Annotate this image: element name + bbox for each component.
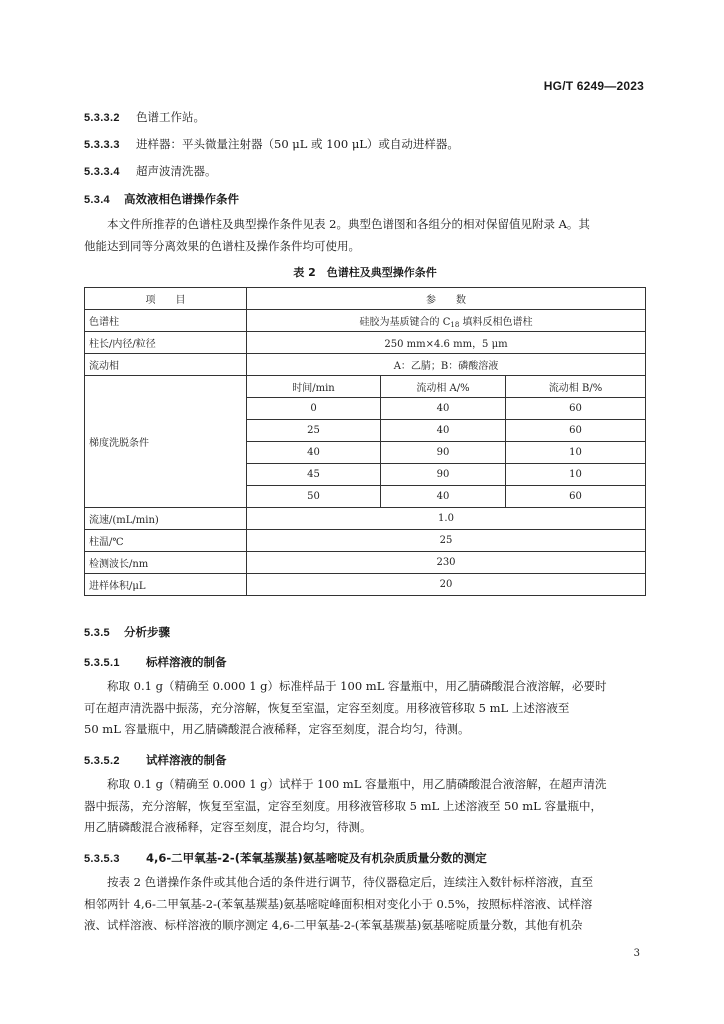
- section-title: 分析步骤: [124, 625, 170, 639]
- clause-5-3-3-4: [84, 163, 217, 179]
- row-value: 硅胶为基质键合的 $C_{18}$ 填料反相色谱柱: [247, 310, 646, 332]
- row-value: 1.0: [247, 508, 646, 530]
- page-number: 3: [633, 948, 640, 959]
- gradient-header: 时间/min: [247, 376, 381, 398]
- row-value: 230: [247, 552, 646, 574]
- section-heading-5-3-4: [84, 191, 239, 207]
- table-row: [85, 574, 646, 596]
- paragraph-line: 50 mL 容量瓶中，用乙腈磷酸混合液稀释，定容至刻度，混合均匀，待测。: [84, 722, 470, 736]
- section-number: 5.3.5.3: [84, 853, 120, 865]
- paragraph-line: 可在超声清洗器中振荡，充分溶解，恢复至室温，定容至刻度。用移液管移取 5 mL 上述溶液至: [84, 700, 570, 715]
- section-title: 试样溶液的制备: [146, 753, 227, 767]
- paragraph-line: 按表 2 色谱操作条件或其他合适的条件进行调节，待仪器稳定后，连续注入数针标样溶液，直至: [107, 875, 594, 889]
- section-heading-5-3-5-1: [84, 654, 227, 670]
- gradient-cell: 90: [381, 464, 506, 486]
- gradient-header-row: [85, 376, 646, 398]
- gradient-cell: 60: [506, 486, 646, 508]
- gradient-cell: 45: [247, 464, 381, 486]
- table-row: [85, 310, 646, 332]
- gradient-cell: 40: [247, 442, 381, 464]
- clause-5-3-3-2: [84, 109, 205, 125]
- row-value: 25: [247, 530, 646, 552]
- gradient-cell: 10: [506, 442, 646, 464]
- gradient-cell: 40: [381, 398, 506, 420]
- table-row: [85, 552, 646, 574]
- table-row: [85, 508, 646, 530]
- row-label: 柱长/内径/粒径: [85, 332, 247, 354]
- row-label: 进样体积/μL: [85, 574, 247, 596]
- paragraph-line: 用乙腈磷酸混合液稀释，定容至刻度，混合均匀，待测。: [84, 820, 372, 834]
- clause-number: 5.3.3.4: [84, 166, 120, 178]
- section-number: 5.3.5.1: [84, 657, 120, 669]
- gradient-cell: 50: [247, 486, 381, 508]
- gradient-cell: 10: [506, 464, 646, 486]
- table-caption: 表 2 色谱柱及典型操作条件: [293, 266, 437, 279]
- section-heading-5-3-5-3: [84, 850, 487, 866]
- paragraph-5-3-5-3: [84, 872, 644, 937]
- row-label: 流动相: [85, 354, 247, 376]
- clause-number: 5.3.3.3: [84, 139, 120, 151]
- gradient-cell: 40: [381, 486, 506, 508]
- clause-text: 色谱工作站。: [136, 110, 205, 124]
- gradient-header: 流动相 B/%: [506, 376, 646, 398]
- row-label: 流速/(mL/min): [85, 508, 247, 530]
- paragraph-line: 本文件所推荐的色谱柱及典型操作条件见表 2。典型色谱图和各组分的相对保留值见附录 A。其: [107, 217, 590, 231]
- gradient-cell: 60: [506, 420, 646, 442]
- clause-text: 超声波清洗器。: [136, 164, 217, 178]
- gradient-cell: 0: [247, 398, 381, 420]
- section-title: 标样溶液的制备: [146, 655, 227, 669]
- row-label: 检测波长/nm: [85, 552, 247, 574]
- row-label: 梯度洗脱条件: [85, 376, 247, 508]
- table-row: [85, 354, 646, 376]
- paragraph-line: 相邻两针 4,6-二甲氧基-2-(苯氧基羰基)氨基嘧啶峰面积相对变化小于 0.5%，按照标样溶液、试样溶: [84, 896, 593, 911]
- section-number: 5.3.5: [84, 627, 110, 639]
- paragraph-line: 他能达到同等分离效果的色谱柱及操作条件均可使用。: [84, 238, 360, 253]
- gradient-cell: 25: [247, 420, 381, 442]
- clause-text: 进样器：平头微量注射器（50 μL 或 100 μL）或自动进样器。: [136, 137, 459, 151]
- paragraph-line: 称取 0.1 g（精确至 0.000 1 g）标准样品于 100 mL 容量瓶中，用乙腈磷酸混合液溶解，必要时: [107, 679, 607, 693]
- paragraph-5-3-4: [84, 214, 644, 257]
- section-number: 5.3.5.2: [84, 755, 120, 767]
- clause-number: 5.3.3.2: [84, 112, 120, 124]
- section-number: 5.3.4: [84, 194, 110, 206]
- paragraph-line: 器中振荡，充分溶解，恢复至室温，定容至刻度。用移液管移取 5 mL 上述溶液至 50 mL 容量瓶中，: [84, 798, 602, 813]
- clause-5-3-3-3: [84, 136, 459, 152]
- paragraph-line: 液、试样溶液、标样溶液的顺序测定 4,6-二甲氧基-2-(苯氧基羰基)氨基嘧啶质量分数，其他有机杂: [84, 918, 583, 932]
- table-row: [85, 530, 646, 552]
- table-row: [85, 332, 646, 354]
- row-label: 柱温/℃: [85, 530, 247, 552]
- chromatography-conditions-table: [84, 287, 646, 596]
- header-item: 项 目: [85, 288, 247, 310]
- row-label: 色谱柱: [85, 310, 247, 332]
- paragraph-line: 称取 0.1 g（精确至 0.000 1 g）试样于 100 mL 容量瓶中，用乙腈磷酸混合液溶解，在超声清洗: [107, 777, 607, 791]
- section-heading-5-3-5-2: [84, 752, 227, 768]
- gradient-cell: 90: [381, 442, 506, 464]
- paragraph-5-3-5-1: [84, 676, 644, 741]
- gradient-cell: 60: [506, 398, 646, 420]
- section-title: 高效液相色谱操作条件: [124, 192, 239, 206]
- section-title: 4,6-二甲氧基-2-(苯氧基羰基)氨基嘧啶及有机杂质质量分数的测定: [146, 851, 487, 865]
- gradient-cell: 40: [381, 420, 506, 442]
- header-param: 参 数: [247, 288, 646, 310]
- table-header-row: [85, 288, 646, 310]
- row-value: A：乙腈；B：磷酸溶液: [247, 354, 646, 376]
- row-value: 20: [247, 574, 646, 596]
- section-heading-5-3-5: [84, 624, 170, 640]
- gradient-header: 流动相 A/%: [381, 376, 506, 398]
- row-value: 250 mm×4.6 mm，5 μm: [247, 332, 646, 354]
- standard-code: HG/T 6249—2023: [543, 79, 644, 93]
- paragraph-5-3-5-2: [84, 774, 644, 839]
